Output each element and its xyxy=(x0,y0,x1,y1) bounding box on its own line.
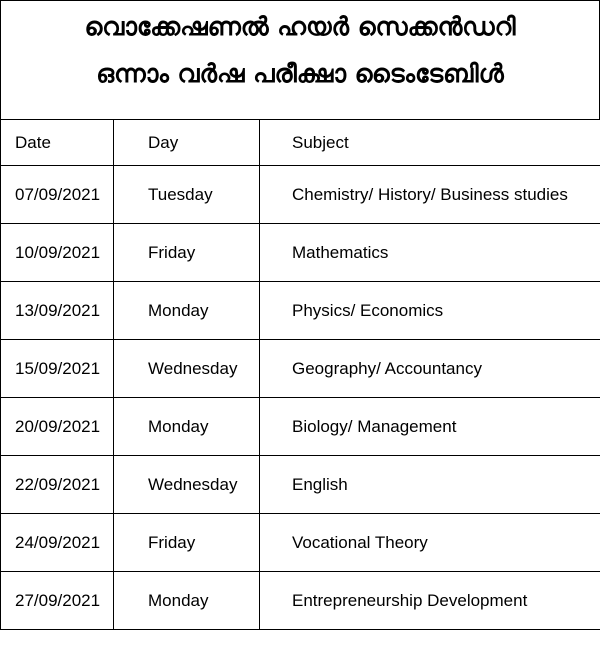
date-cell: 22/09/2021 xyxy=(1,456,114,514)
day-cell: Monday xyxy=(114,572,260,630)
day-cell: Wednesday xyxy=(114,340,260,398)
timetable-header xyxy=(0,0,600,120)
column-header-date: Date xyxy=(1,120,114,166)
subject-cell: Entrepreneurship Development xyxy=(260,572,600,630)
day-cell: Wednesday xyxy=(114,456,260,514)
date-cell: 20/09/2021 xyxy=(1,398,114,456)
table-row xyxy=(1,340,600,398)
day-cell: Friday xyxy=(114,514,260,572)
table-row xyxy=(1,398,600,456)
exam-timetable xyxy=(0,119,600,630)
day-cell: Friday xyxy=(114,224,260,282)
title-line-2: ഒന്നാം വർഷ പരീക്ഷാ ടൈംടേബിൾ xyxy=(96,59,504,88)
day-cell: Monday xyxy=(114,398,260,456)
day-cell: Monday xyxy=(114,282,260,340)
date-cell: 27/09/2021 xyxy=(1,572,114,630)
subject-cell: Physics/ Economics xyxy=(260,282,600,340)
subject-cell: Mathematics xyxy=(260,224,600,282)
subject-cell: Vocational Theory xyxy=(260,514,600,572)
table-header-row xyxy=(1,120,600,166)
table-row xyxy=(1,282,600,340)
table-row xyxy=(1,166,600,224)
date-cell: 15/09/2021 xyxy=(1,340,114,398)
day-cell: Tuesday xyxy=(114,166,260,224)
subject-cell: Biology/ Management xyxy=(260,398,600,456)
date-cell: 07/09/2021 xyxy=(1,166,114,224)
table-row xyxy=(1,224,600,282)
table-row xyxy=(1,572,600,630)
date-cell: 24/09/2021 xyxy=(1,514,114,572)
table-row xyxy=(1,514,600,572)
column-header-day: Day xyxy=(114,120,260,166)
column-header-subject: Subject xyxy=(260,120,600,166)
date-cell: 13/09/2021 xyxy=(1,282,114,340)
subject-cell: Chemistry/ History/ Business studies xyxy=(260,166,600,224)
title-line-1: വൊക്കേഷണൽ ഹയർ സെക്കൻഡറി xyxy=(84,12,516,41)
table-row xyxy=(1,456,600,514)
date-cell: 10/09/2021 xyxy=(1,224,114,282)
subject-cell: English xyxy=(260,456,600,514)
subject-cell: Geography/ Accountancy xyxy=(260,340,600,398)
